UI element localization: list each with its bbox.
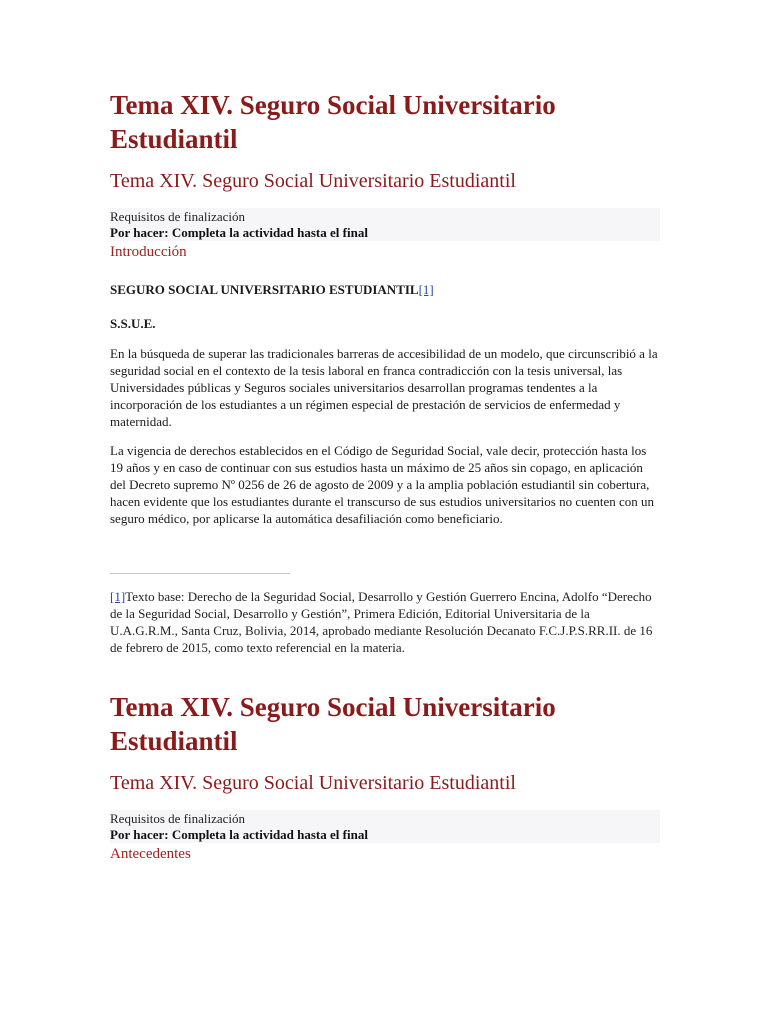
paragraph-1: En la búsqueda de superar las tradicionales barreras de accesibilidad de un modelo, que circunscribió a la seguridad social en el contexto de la tesis laboral en franca contradicción con la tesis universal, las Universidades públicas y Seguros sociales universitarios desarrollan programas tendentes a la incorporación de los estudiantes a un régimen especial de prestación de servicios de enfermedad y maternidad.: [110, 346, 658, 429]
document-heading: [110, 281, 660, 298]
heading-text: SEGURO SOCIAL UNIVERSITARIO ESTUDIANTIL: [110, 282, 419, 297]
footnote-ref-link[interactable]: [1]: [418, 282, 434, 297]
page-title: Tema XIV. Seguro Social Universitario Estudiantil: [110, 90, 556, 154]
footnote-divider: [110, 573, 290, 574]
abbreviation-heading: S.S.U.E.: [110, 316, 156, 331]
completion-todo-2: Por hacer: Completa la actividad hasta el final: [110, 827, 368, 842]
footnote-text: Texto base: Derecho de la Seguridad Social, Desarrollo y Gestión Guerrero Encina, Adolfo “Derecho de la Seguridad Social, Desarrollo y Gestión”, Primera Edición, Editorial Universitaria de la U.A.G.R.M., Santa Cruz, Bolivia, 2014, aprobado mediante Resolución Decanato F.C.J.P.S.RR.II. de 16 de febrero de 2015, como texto referencial en la materia.: [110, 589, 653, 655]
second-block: [110, 690, 660, 864]
page-subtitle-2: Tema XIV. Seguro Social Universitario Estudiantil: [110, 772, 516, 794]
footnote: [110, 588, 660, 656]
completion-label: Requisitos de finalización: [110, 209, 246, 224]
document-content: [110, 88, 660, 864]
page-subtitle: Tema XIV. Seguro Social Universitario Estudiantil: [110, 170, 516, 192]
section-title-antecedentes: Antecedentes: [110, 846, 191, 862]
footnote-backref-link[interactable]: [1]: [110, 589, 126, 604]
completion-todo: Por hacer: Completa la actividad hasta el final: [110, 225, 368, 240]
page-title-2: Tema XIV. Seguro Social Universitario Estudiantil: [110, 692, 556, 756]
completion-requirements-2: [110, 810, 660, 843]
paragraph-2: La vigencia de derechos establecidos en el Código de Seguridad Social, vale decir, protección hasta los 19 años y en caso de continuar con sus estudios hasta un máximo de 25 años sin copago, en aplicación del Decreto supremo Nº 0256 de 26 de agosto de 2009 y a la amplia población estudiantil sin cobertura, hacen evidente que los estudiantes durante el transcurso de sus estudios universitarios no cuenten con un seguro médico, por aplicarse la automática desafiliación como beneficiario.: [110, 443, 655, 526]
completion-requirements: [110, 208, 660, 241]
completion-label-2: Requisitos de finalización: [110, 811, 246, 826]
section-title-introduccion: Introducción: [110, 244, 187, 260]
